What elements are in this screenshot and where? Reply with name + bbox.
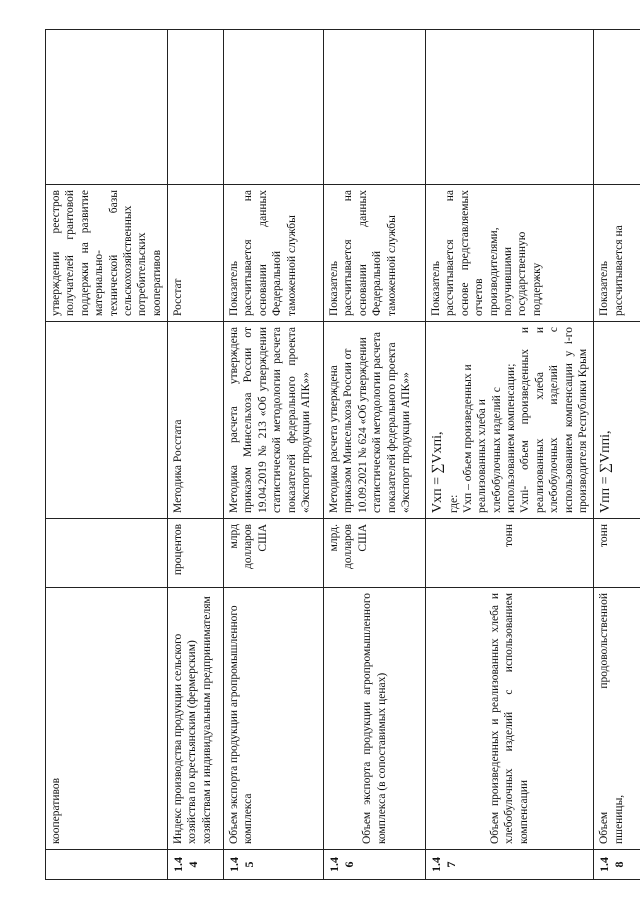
table-row — [324, 30, 426, 880]
indicator-name: кооперативов — [46, 588, 168, 850]
indicators-table — [45, 29, 640, 880]
method — [46, 322, 168, 519]
table-row — [168, 30, 224, 880]
formula: Vхп = ∑Vхпi, — [430, 431, 445, 513]
unit: млрд. долларов США — [324, 519, 426, 588]
indicator-name: Индекс производства продукции сельского хозяйства по крестьянским (фермерским) хозяйствам и индивидуальным предпринимателям — [168, 588, 224, 850]
unit: процентов — [168, 519, 224, 588]
table-row — [426, 30, 594, 880]
row-number: 1.45 — [224, 850, 324, 880]
formula: Vпп = ∑Vппi, — [598, 430, 614, 513]
unit: млрд долларов США — [224, 519, 324, 588]
method-line: Vхпi- объем произведенных и реализованных хлеба и хлебобулочных изделий с использованием компенсации у i-го производителя Республики Крым — [519, 327, 589, 513]
row-number: 1.47 — [426, 850, 594, 880]
method-line: где: — [447, 494, 460, 513]
row-number: 1.48 — [594, 850, 640, 880]
source: Показатель рассчитывается на — [594, 185, 640, 322]
source: утверждении реестров получателей грантовой поддержки на развитие материально-технической базы сельскохозяйственных потребительских кооперативов — [46, 185, 168, 322]
table-row — [594, 30, 640, 880]
method-line: Vхп – объем произведенных и реализованных хлеба и хлебобулочных изделий с использованием компенсации; — [461, 363, 517, 513]
source: Показатель рассчитывается на основании данных Федеральной таможенной службы — [324, 185, 426, 322]
indicator-name: Объем экспорта продукции агропромышленного комплекса — [224, 588, 324, 850]
indicator-name: Объем экспорта продукции агропромышленного комплекса (в сопоставимых ценах) — [324, 588, 426, 850]
row-number: 1.44 — [168, 850, 224, 880]
unit: тонн — [426, 519, 594, 588]
method: Методика расчета утверждена приказом Минсельхоза России от 19.04.2019 № 213 «Об утверждении статистической методологии расчета показателей федерального проекта «Экспорт продукции АПК»» — [224, 322, 324, 519]
method — [426, 322, 594, 519]
method: Методика расчета утверждена приказом Минсельхоза России от 10.09.2021 № 624 «Об утверждении статистической методологии расчета показателей федерального проекта «Экспорт продукции АПК»» — [324, 322, 426, 519]
row-number: 1.46 — [324, 850, 426, 880]
table-row — [224, 30, 324, 880]
unit — [46, 519, 168, 588]
source: Росстат — [168, 185, 224, 322]
indicator-name: Объем продовольственной пшеницы, — [594, 588, 640, 850]
row-number — [46, 850, 168, 880]
rotated-page — [45, 30, 627, 880]
source: Показатель рассчитывается на основании данных Федеральной таможенной службы — [224, 185, 324, 322]
table-row — [46, 30, 168, 880]
method: Методика Росстата — [168, 322, 224, 519]
indicator-name: Объем произведенных и реализованных хлеба и хлебобулочных изделий с использованием компенсации — [426, 588, 594, 850]
unit: тонн — [594, 519, 640, 588]
source: Показатель рассчитывается на основе представляемых отчетов производителями, получившими государственную поддержку — [426, 185, 594, 322]
